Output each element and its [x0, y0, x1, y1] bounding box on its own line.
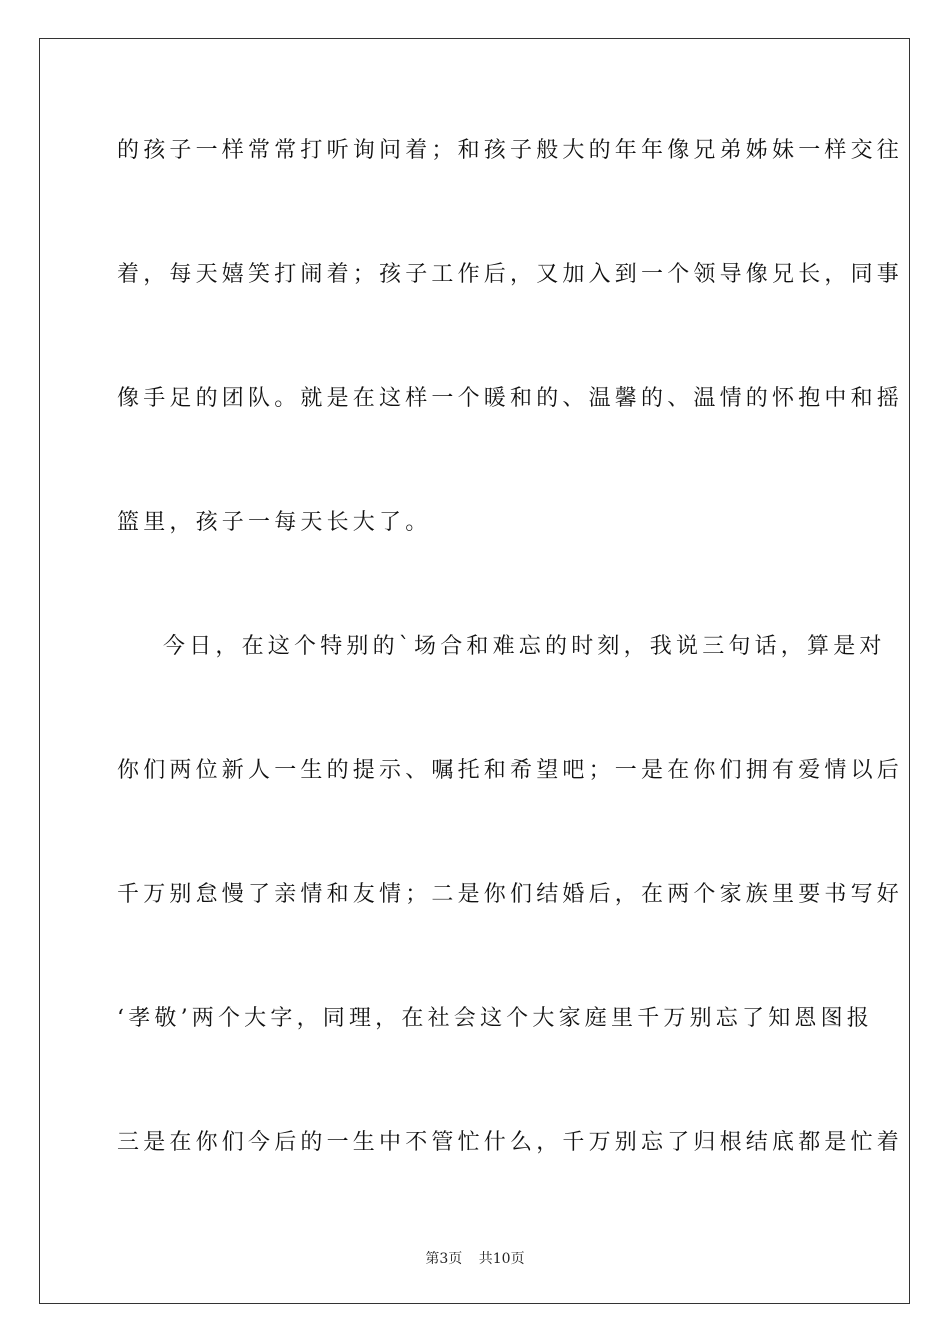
paragraph-line: 像手足的团队。就是在这样一个暖和的、温馨的、温情的怀抱中和摇 — [117, 386, 904, 411]
page-number: 第3页 — [425, 1251, 463, 1267]
page-footer — [0, 1248, 950, 1268]
paragraph-line: 的孩子一样常常打听询问着；和孩子般大的年年像兄弟姊妹一样交往 — [117, 138, 904, 163]
paragraph-line: 着，每天嬉笑打闹着；孩子工作后，又加入到一个领导像兄长，同事 — [117, 262, 904, 287]
paragraph-line: ‘孝敬’两个大字，同理，在社会这个大家庭里千万别忘了知恩图报 — [117, 1006, 873, 1031]
paragraph-line: 你们两位新人一生的提示、嘱托和希望吧；一是在你们拥有爱情以后 — [117, 758, 904, 783]
paragraph-line: 千万别怠慢了亲情和友情；二是你们结婚后，在两个家族里要书写好 — [117, 882, 904, 907]
paragraph-line-indented: 今日，在这个特别的`场合和难忘的时刻，我说三句话，算是对 — [163, 634, 886, 659]
paragraph-line: 篮里，孩子一每天长大了。 — [117, 510, 432, 535]
page-frame — [39, 38, 910, 1304]
total-pages: 共10页 — [478, 1251, 525, 1267]
paragraph-line: 三是在你们今后的一生中不管忙什么，千万别忘了归根结底都是忙着 — [117, 1130, 904, 1155]
